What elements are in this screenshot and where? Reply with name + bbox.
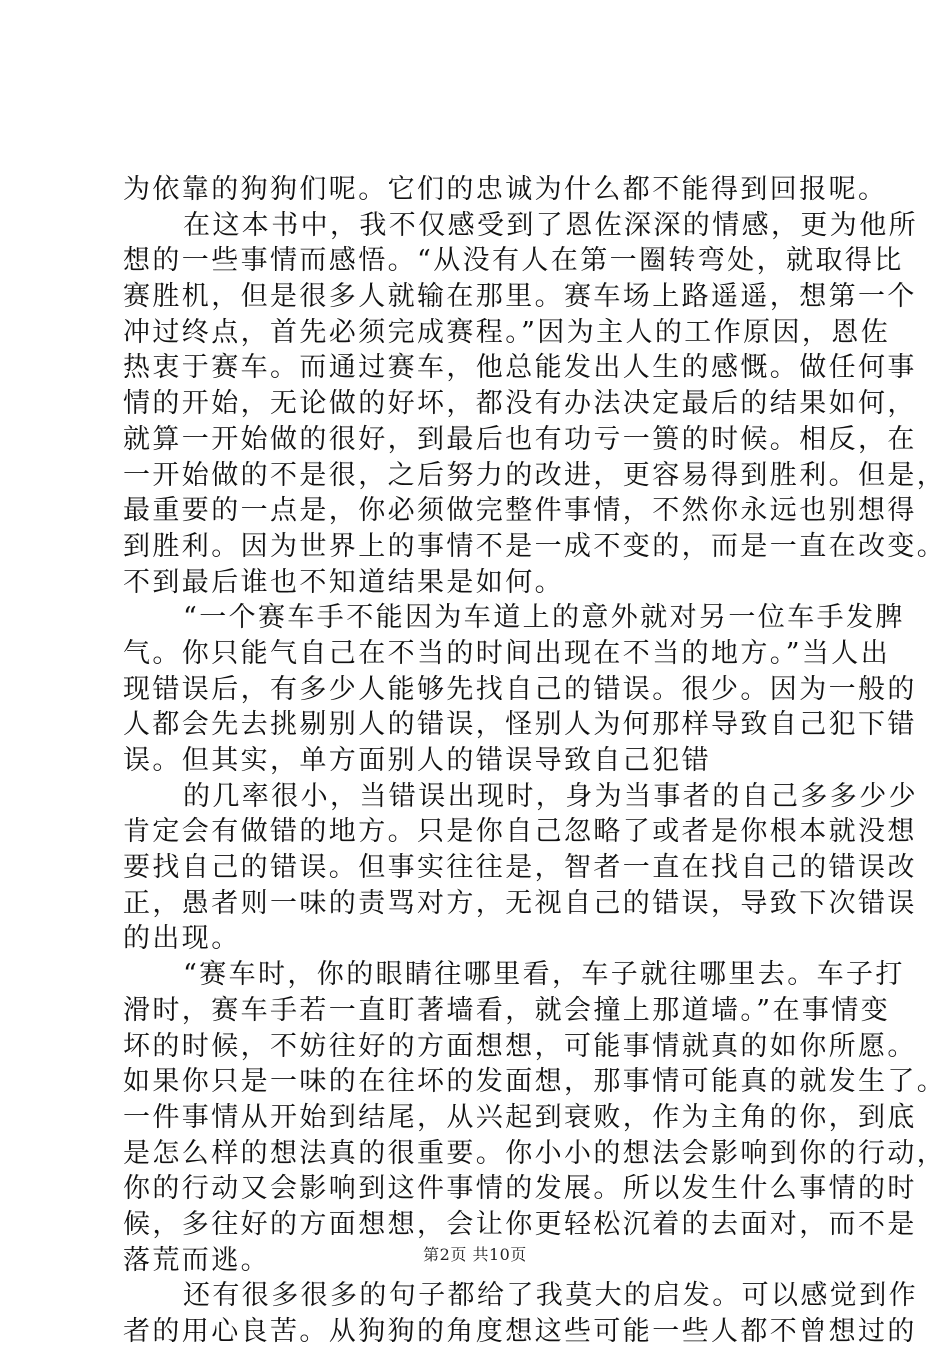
text-line: 落荒而逃。	[123, 1244, 270, 1276]
text-line: 赛胜机，但是很多人就输在那里。赛车场上路遥遥，想第一个	[123, 281, 917, 313]
text-line: 不到最后谁也不知道结果是如何。	[123, 566, 564, 598]
text-line: 现错误后，有多少人能够先找自己的错误。很少。因为一般的	[123, 673, 917, 705]
text-line: 在这本书中，我不仅感受到了恩佐深深的情感，更为他所	[183, 209, 918, 241]
text-line: 一开始做的不是很，之后努力的改进，更容易得到胜利。但是，	[123, 459, 947, 491]
text-line: 就算一开始做的很好，到最后也有功亏一篑的时候。相反，在	[123, 423, 917, 455]
text-line: 一件事情从开始到结尾，从兴起到衰败，作为主角的你，到底	[123, 1101, 917, 1133]
text-line: 气。你只能气自己在不当的时间出现在不当的地方。”当人出	[123, 637, 891, 669]
text-line: 的出现。	[123, 923, 241, 955]
text-line: 肯定会有做错的地方。只是你自己忽略了或者是你根本就没想	[123, 816, 917, 848]
body-text	[123, 172, 947, 1350]
text-line: 情的开始，无论做的好坏，都没有办法决定最后的结果如何，	[123, 388, 917, 420]
text-line: “一个赛车手不能因为车道上的意外就对另一位车手发脾	[183, 602, 905, 634]
text-line: 坏的时候，不妨往好的方面想想，可能事情就真的如你所愿。	[123, 1030, 917, 1062]
text-line: 如果你只是一味的在往坏的发面想，那事情可能真的就发生了。	[123, 1066, 947, 1098]
text-line: 最重要的一点是，你必须做完整件事情，不然你永远也别想得	[123, 495, 917, 527]
text-line: 要找自己的错误。但事实往往是，智者一直在找自己的错误改	[123, 852, 917, 884]
text-line: 的几率很小，当错误出现时，身为当事者的自己多多少少	[183, 780, 918, 812]
text-line: 你的行动又会影响到这件事情的发展。所以发生什么事情的时	[123, 1173, 917, 1205]
text-line: 冲过终点，首先必须完成赛程。”因为主人的工作原因，恩佐	[123, 316, 891, 348]
text-line: 是怎么样的想法真的很重要。你小小的想法会影响到你的行动，	[123, 1137, 947, 1169]
text-line: 误。但其实，单方面别人的错误导致自己犯错	[123, 745, 711, 776]
text-line: 正，愚者则一味的责骂对方，无视自己的错误，导致下次错误	[123, 887, 917, 919]
page-footer: 第2页 共10页	[423, 1245, 527, 1264]
text-line: 人都会先去挑剔别人的错误，怪别人为何那样导致自己犯下错	[123, 709, 917, 741]
text-line: 滑时，赛车手若一直盯著墙看，就会撞上那道墙。”在事情变	[123, 994, 891, 1026]
text-line: 为依靠的狗狗们呢。它们的忠诚为什么都不能得到回报呢。	[123, 174, 888, 205]
text-line: 还有很多很多的句子都给了我莫大的启发。可以感觉到作	[183, 1280, 918, 1312]
text-line: 到胜利。因为世界上的事情不是一成不变的，而是一直在改变。	[123, 530, 947, 562]
text-line: 候，多往好的方面想想，会让你更轻松沉着的去面对，而不是	[123, 1208, 917, 1240]
text-line: “赛车时，你的眼睛往哪里看，车子就往哪里去。车子打	[183, 959, 905, 991]
text-line: 者的用心良苦。从狗狗的角度想这些可能一些人都不曾想过的	[123, 1316, 917, 1347]
text-line: 想的一些事情而感悟。“从没有人在第一圈转弯处，就取得比	[123, 245, 904, 277]
text-line: 热衷于赛车。而通过赛车，他总能发出人生的感慨。做任何事	[123, 352, 917, 384]
